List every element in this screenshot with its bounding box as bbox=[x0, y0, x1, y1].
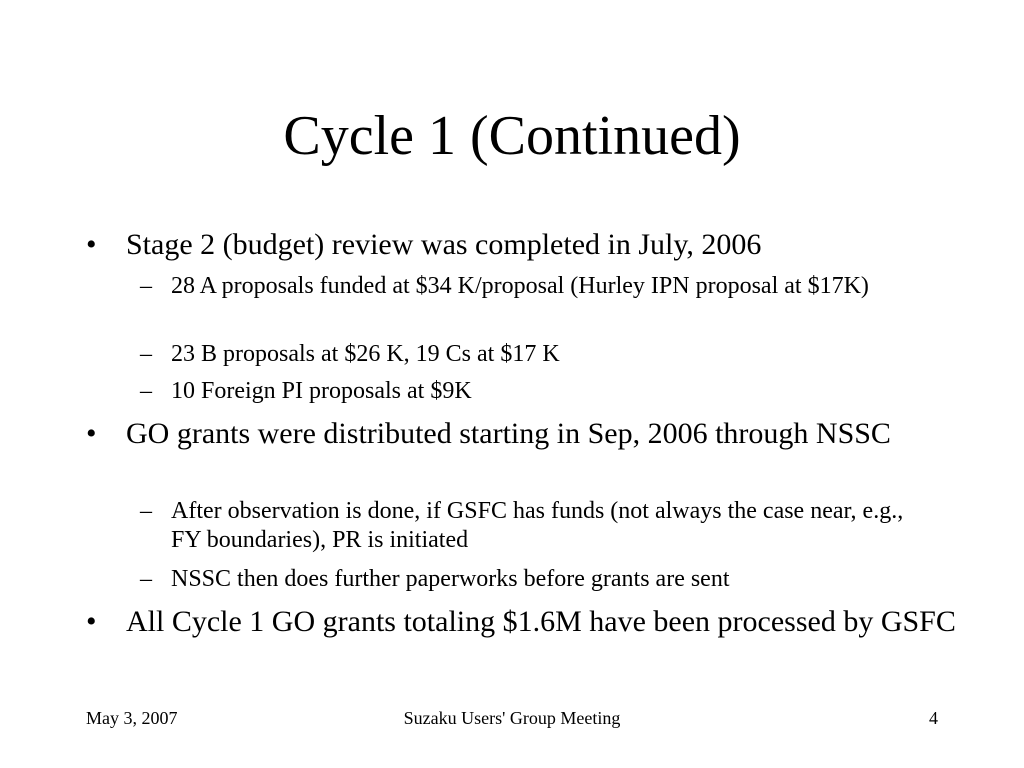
sub-bullet-item-2-2 bbox=[140, 565, 930, 594]
bullet-item-3 bbox=[86, 604, 956, 640]
footer-page-number: 4 bbox=[929, 708, 938, 728]
bullet-text-3: All Cycle 1 GO grants totaling $1.6M have been processed by GSFC bbox=[126, 605, 956, 638]
sub-bullet-marker: – bbox=[140, 341, 152, 367]
sub-bullet-item-1-3 bbox=[140, 377, 930, 406]
sub-bullet-marker: – bbox=[140, 273, 152, 299]
sub-bullet-text-2-1: After observation is done, if GSFC has funds (not always the case near, e.g., FY boundaries), PR is initiated bbox=[171, 498, 904, 553]
sub-bullet-text-2-2: NSSC then does further paperworks before grants are sent bbox=[171, 566, 730, 592]
sub-bullet-item-2-1 bbox=[140, 497, 930, 555]
footer-event-name: Suzaku Users' Group Meeting bbox=[403, 708, 621, 728]
sub-bullet-text-1-2: 23 B proposals at $26 K, 19 Cs at $17 K bbox=[171, 341, 560, 367]
bullet-marker: • bbox=[86, 228, 97, 261]
bullet-text-2: GO grants were distributed starting in Sep, 2006 through NSSC bbox=[126, 417, 891, 450]
bullet-marker: • bbox=[86, 605, 97, 638]
sub-bullet-marker: – bbox=[140, 566, 152, 592]
bullet-marker: • bbox=[86, 417, 97, 450]
sub-bullet-item-1-2 bbox=[140, 340, 930, 369]
bullet-item-1 bbox=[86, 227, 956, 263]
sub-bullet-item-1-1 bbox=[140, 272, 930, 301]
sub-bullet-marker: – bbox=[140, 498, 152, 524]
bullet-item-2 bbox=[86, 416, 956, 452]
slide-title: Cycle 1 (Continued) bbox=[283, 105, 741, 167]
sub-bullet-marker: – bbox=[140, 378, 152, 404]
bullet-text-1: Stage 2 (budget) review was completed in July, 2006 bbox=[126, 228, 762, 261]
sub-bullet-text-1-1: 28 A proposals funded at $34 K/proposal (Hurley IPN proposal at $17K) bbox=[171, 273, 869, 299]
footer-date: May 3, 2007 bbox=[86, 708, 178, 728]
sub-bullet-text-1-3: 10 Foreign PI proposals at $9K bbox=[171, 378, 472, 404]
